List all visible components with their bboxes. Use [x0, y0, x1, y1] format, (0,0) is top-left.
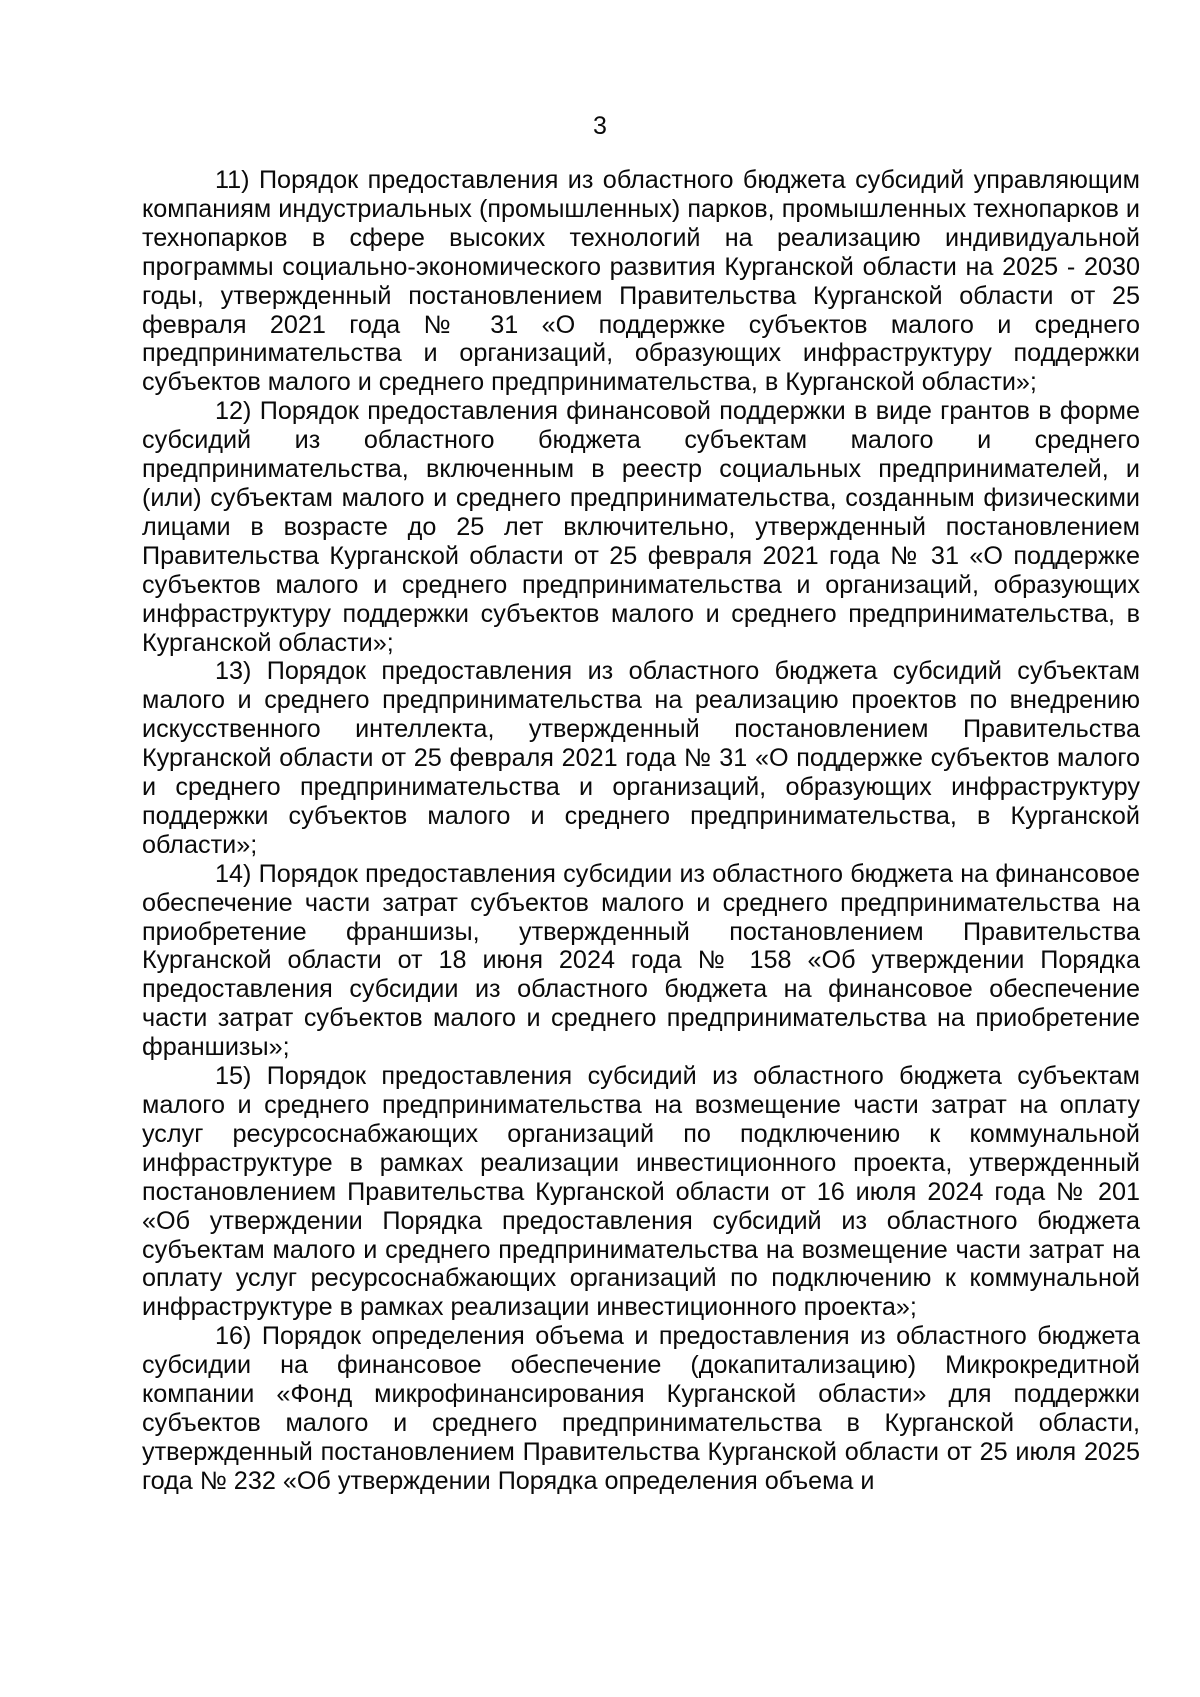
list-item-13: 13) Порядок предоставления из областного бюджета субсидий субъектам малого и среднего предпринимательства на реализацию проектов по внедрению искусственного интеллекта, утвержденный постановлением Правительства Курганской области от 25 февраля 2021 года № 31 «О поддержке субъектов малого и среднего предпринимательства и организаций, образующих инфраструктуру поддержки субъектов малого и среднего предпринимательства, в Курганской области»; [142, 657, 1140, 859]
list-item-12: 12) Порядок предоставления финансовой поддержки в виде грантов в форме субсидий из областного бюджета субъектам малого и среднего предпринимательства, включенным в реестр социальных предпринимателей, и (или) субъектам малого и среднего предпринимательства, созданным физическими лицами в возрасте до 25 лет включительно, утвержденный постановлением Правительства Курганской области от 25 февраля 2021 года № 31 «О поддержке субъектов малого и среднего предпринимательства и организаций, образующих инфраструктуру поддержки субъектов малого и среднего предпринимательства, в Курганской области»; [142, 397, 1140, 657]
list-item-15: 15) Порядок предоставления субсидий из областного бюджета субъектам малого и среднего предпринимательства на возмещение части затрат на оплату услуг ресурсоснабжающих организаций по подключению к коммунальной инфраструктуре в рамках реализации инвестиционного проекта, утвержденный постановлением Правительства Курганской области от 16 июля 2024 года № 201 «Об утверждении Порядка предоставления субсидий из областного бюджета субъектам малого и среднего предпринимательства на возмещение части затрат на оплату услуг ресурсоснабжающих организаций по подключению к коммунальной инфраструктуре в рамках реализации инвестиционного проекта»; [142, 1062, 1140, 1322]
list-item-11: 11) Порядок предоставления из областного бюджета субсидий управляющим компаниям индустриальных (промышленных) парков, промышленных технопарков и технопарков в сфере высоких технологий на реализацию индивидуальной программы социально-экономического развития Курганской области на 2025 - 2030 годы, утвержденный постановлением Правительства Курганской области от 25 февраля 2021 года № 31 «О поддержке субъектов малого и среднего предпринимательства и организаций, образующих инфраструктуру поддержки субъектов малого и среднего предпринимательства, в Курганской области»; [142, 166, 1140, 397]
list-item-14: 14) Порядок предоставления субсидии из областного бюджета на финансовое обеспечение части затрат субъектов малого и среднего предпринимательства на приобретение франшизы, утвержденный постановлением Правительства Курганской области от 18 июня 2024 года № 158 «Об утверждении Порядка предоставления субсидии из областного бюджета на финансовое обеспечение части затрат субъектов малого и среднего предпринимательства на приобретение франшизы»; [142, 859, 1140, 1062]
list-item-16: 16) Порядок определения объема и предоставления из областного бюджета субсидии на финансовое обеспечение (докапитализацию) Микрокредитной компании «Фонд микрофинансирования Курганской области» для поддержки субъектов малого и среднего предпринимательства в Курганской области, утвержденный постановлением Правительства Курганской области от 25 июля 2025 года № 232 «Об утверждении Порядка определения объема и [142, 1322, 1140, 1495]
page-number: 3 [593, 112, 607, 140]
document-body [142, 166, 1140, 1496]
